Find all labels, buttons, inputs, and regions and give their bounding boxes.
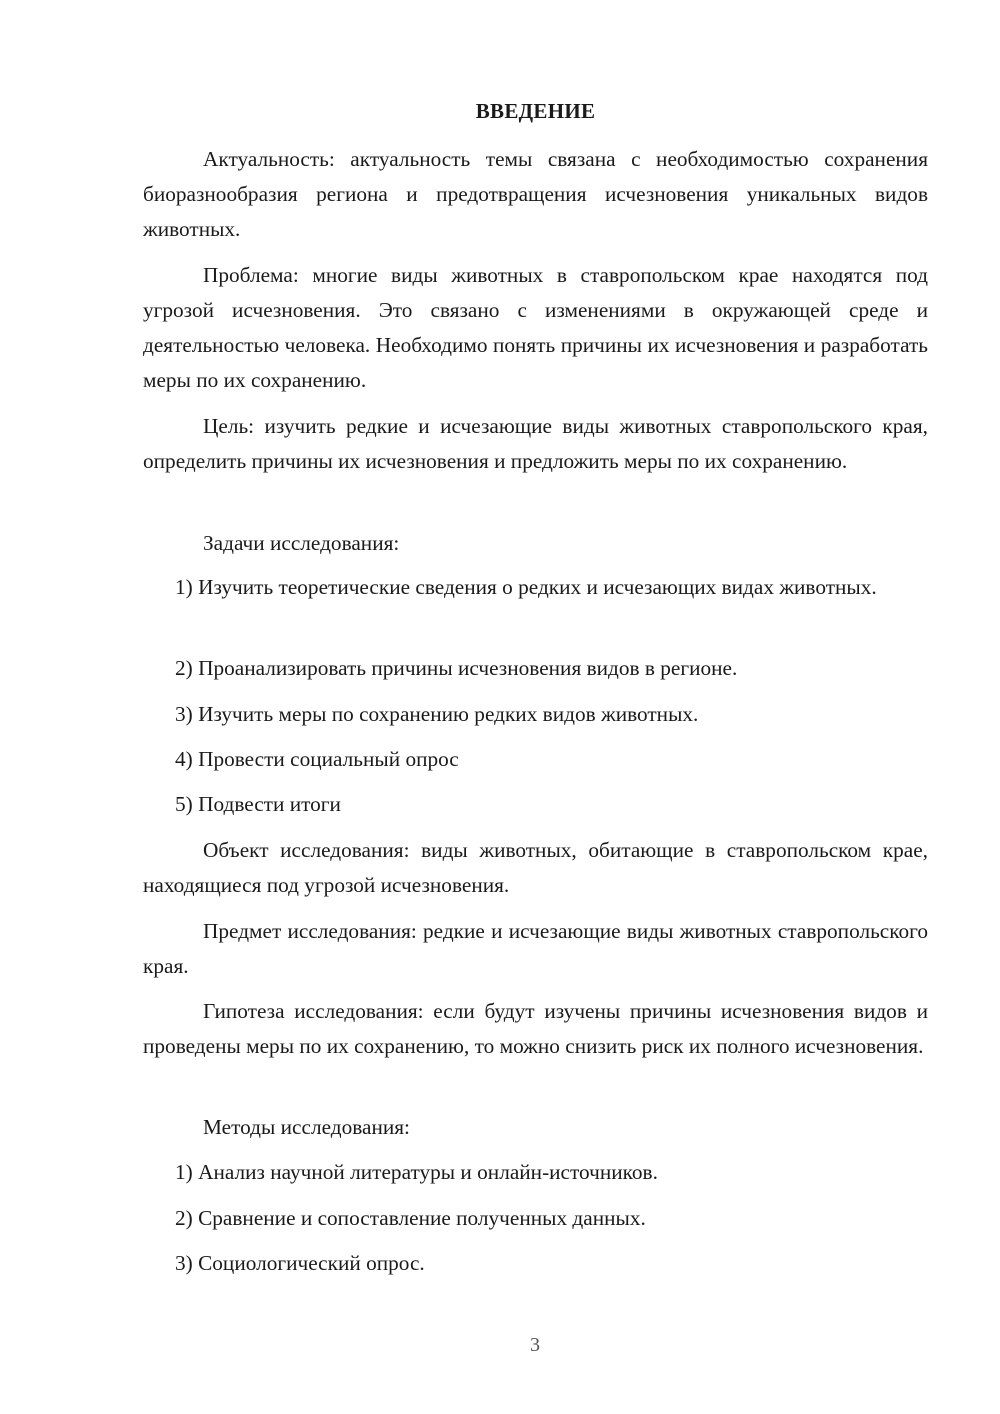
paragraph-hypothesis: Гипотеза исследования: если будут изучены причины исчезновения видов и проведены меры по их сохранению, то можно снизить риск их полного исчезновения. [143, 999, 928, 1058]
paragraph-object: Объект исследования: виды животных, обитающие в ставропольском крае, находящиеся под угрозой исчезновения. [143, 838, 928, 897]
paragraph-methods-heading: Методы исследования: [203, 1115, 410, 1139]
paragraph-tasks-heading: Задачи исследования: [203, 531, 400, 555]
paragraph-relevance: Актуальность: актуальность темы связана с необходимостью сохранения биоразнообразия региона и предотвращения исчезновения уникальных видов животных. [143, 147, 928, 241]
paragraph-problem: Проблема: многие виды животных в ставропольском крае находятся под угрозой исчезновения. Это связано с изменениями в окружающей среде и деятельностью человека. Необходимо понять причины их исчезновения и разработать меры по их сохранению. [143, 263, 928, 392]
page-title: ВВЕДЕНИЕ [475, 99, 596, 123]
list-item-method-3: 3) Социологический опрос. [175, 1251, 425, 1275]
paragraph-goal: Цель: изучить редкие и исчезающие виды животных ставропольского края, определить причины их исчезновения и предложить меры по их сохранению. [143, 414, 928, 473]
list-item-task-3: 3) Изучить меры по сохранению редких видов животных. [175, 702, 699, 726]
list-item-task-1: 1) Изучить теоретические сведения о редких и исчезающих видах животных. [175, 575, 877, 599]
list-item-task-4: 4) Провести социальный опрос [175, 747, 459, 771]
paragraph-subject: Предмет исследования: редкие и исчезающие виды животных ставропольского края. [143, 919, 928, 978]
page-number: 3 [530, 1334, 540, 1356]
list-item-task-2: 2) Проанализировать причины исчезновения видов в регионе. [175, 656, 738, 680]
list-item-task-5: 5) Подвести итоги [175, 792, 341, 816]
list-item-method-2: 2) Сравнение и сопоставление полученных данных. [175, 1206, 646, 1230]
list-item-method-1: 1) Анализ научной литературы и онлайн-источников. [175, 1160, 658, 1184]
